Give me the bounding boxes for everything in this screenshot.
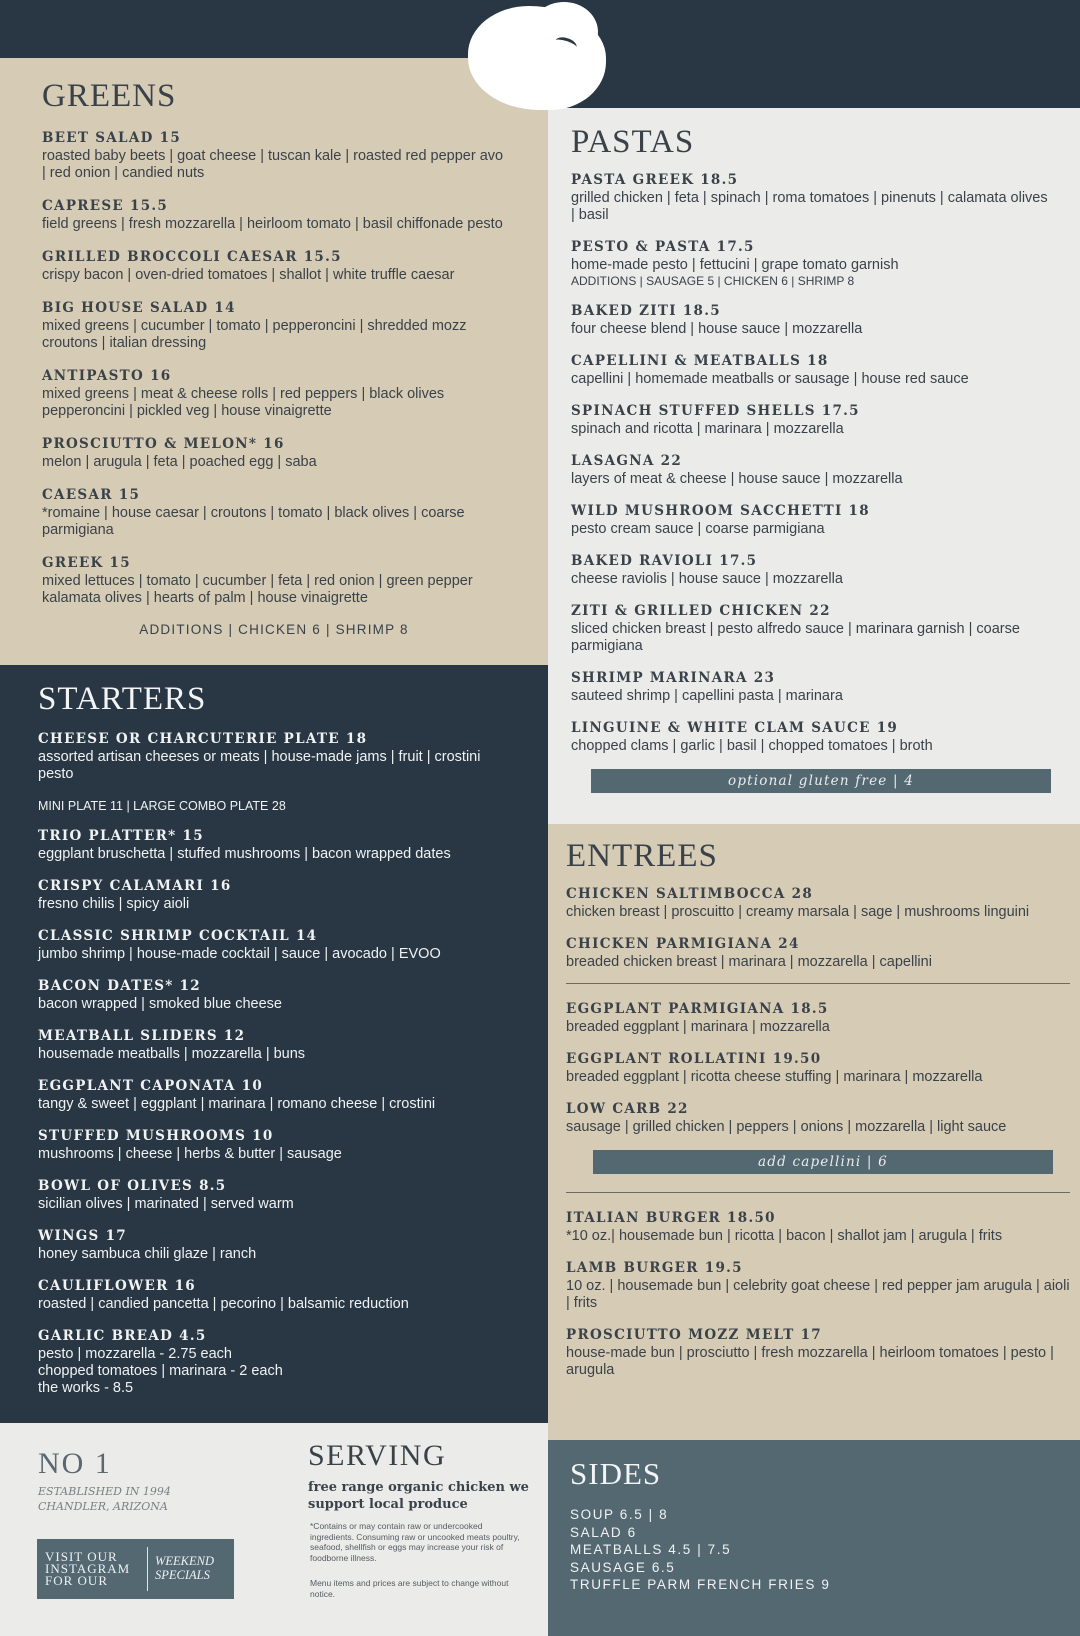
side-item: MEATBALLS 4.5 | 7.5: [570, 1542, 732, 1557]
disclaimer-text: *Contains or may contain raw or undercooked ingredients. Consuming raw or uncooked meats poultry, seafood, shellfish or eggs may increase your risk of foodborne illness.: [310, 1521, 520, 1563]
brand-name: NO 1: [38, 1447, 112, 1480]
menu-item: [38, 1227, 512, 1263]
menu-item-description: sliced chicken breast | pesto alfredo sauce | marinara garnish | coarse parmigiana: [571, 621, 1020, 654]
menu-item-extra: ADDITIONS | SAUSAGE 5 | CHICKEN 6 | SHRIMP 8: [571, 274, 855, 288]
menu-item: [38, 827, 512, 863]
instagram-divider: [147, 1547, 148, 1591]
menu-item-description: sicilian olives | marinated | served warm: [38, 1196, 294, 1212]
instagram-box[interactable]: [37, 1539, 234, 1599]
menu-item: [566, 935, 1070, 971]
menu-item-description: assorted artisan cheeses or meats | house-made jams | fruit | crostini pesto: [38, 749, 481, 782]
menu-item-description: layers of meat & cheese | house sauce | mozzarella: [571, 471, 903, 487]
menu-item-extra: MINI PLATE 11 | LARGE COMBO PLATE 28: [38, 799, 286, 813]
menu-item-description: 10 oz. | housemade bun | celebrity goat cheese | red pepper jam arugula | aioli | frits: [566, 1278, 1070, 1311]
menu-item-description: chopped tomatoes | marinara - 2 each: [38, 1363, 283, 1379]
menu-item-description: melon | arugula | feta | poached egg | saba: [42, 454, 317, 470]
menu-item-name: ANTIPASTO 16: [42, 368, 172, 384]
menu-item-name: CAULIFLOWER 16: [38, 1278, 196, 1294]
menu-item: [42, 248, 506, 284]
serving-subtitle: free range organic chicken we support local produce: [308, 1480, 529, 1512]
menu-item: [38, 730, 512, 813]
menu-item: [571, 302, 1050, 338]
side-item: SOUP 6.5 | 8: [570, 1507, 669, 1522]
menu-item: [38, 1327, 512, 1397]
side-item: SAUSAGE 6.5: [570, 1559, 676, 1575]
menu-item-description: house-made bun | prosciutto | fresh mozzarella | heirloom tomatoes | pesto | arugula: [566, 1345, 1054, 1378]
divider: [566, 983, 1070, 984]
menu-item-name: CRISPY CALAMARI 16: [38, 878, 232, 894]
menu-item-description: spinach and ricotta | marinara | mozzarella: [571, 421, 844, 437]
menu-item: [571, 171, 1050, 224]
menu-item-name: EGGPLANT CAPONATA 10: [38, 1078, 264, 1094]
menu-item-name: GARLIC BREAD 4.5: [38, 1328, 207, 1344]
menu-item-description: capellini | homemade meatballs or sausage | house red sauce: [571, 371, 969, 387]
sides-title: SIDES: [570, 1456, 662, 1491]
pastas-title: PASTAS: [571, 124, 695, 160]
menu-item: [38, 1077, 512, 1113]
menu-item: [566, 1050, 1070, 1086]
menu-item-description: mushrooms | cheese | herbs & butter | sausage: [38, 1146, 342, 1162]
menu-item-name: STUFFED MUSHROOMS 10: [38, 1128, 274, 1144]
menu-item: [38, 977, 512, 1013]
menu-item-description: pesto | mozzarella - 2.75 each: [38, 1346, 232, 1362]
menu-item-name: WINGS 17: [38, 1228, 127, 1244]
menu-item: [566, 1326, 1070, 1379]
menu-item: [566, 1100, 1070, 1136]
menu-item: [571, 238, 1050, 288]
menu-item-description: breaded eggplant | marinara | mozzarella: [566, 1019, 830, 1035]
menu-item-name: BEET SALAD 15: [42, 130, 182, 146]
menu-item-description: grilled chicken | feta | spinach | roma tomatoes | pinenuts | calamata olives | basil: [571, 190, 1048, 223]
menu-item-name: GREEK 15: [42, 555, 131, 571]
menu-item-name: LASAGNA 22: [571, 453, 683, 469]
menu-item-description: sauteed shrimp | capellini pasta | marinara: [571, 688, 843, 704]
menu-item-description: chicken breast | proscuitto | creamy marsala | sage | mushrooms linguini: [566, 904, 1030, 920]
greens-list: [42, 129, 506, 607]
menu-item: [42, 486, 506, 539]
menu-item: [38, 927, 512, 963]
menu-item: [571, 602, 1050, 655]
menu-item: [38, 1177, 512, 1213]
menu-item-description: home-made pesto | fettucini | grape tomato garnish: [571, 257, 899, 273]
menu-item-name: PROSCIUTTO & MELON* 16: [42, 436, 285, 452]
menu-item-name: EGGPLANT ROLLATINI 19.50: [566, 1051, 822, 1067]
starters-list: [38, 730, 512, 1397]
menu-item-description: housemade meatballs | mozzarella | buns: [38, 1046, 306, 1062]
menu-item-name: ZITI & GRILLED CHICKEN 22: [571, 603, 831, 619]
menu-item-description: field greens | fresh mozzarella | heirloom tomato | basil chiffonade pesto: [42, 216, 503, 232]
notice-text: Menu items and prices are subject to change without notice.: [310, 1578, 509, 1599]
starters-title: STARTERS: [38, 681, 207, 717]
menu-item: [566, 1000, 1070, 1036]
side-item: TRUFFLE PARM FRENCH FRIES 9: [570, 1577, 831, 1592]
menu-item-description: bacon wrapped | smoked blue cheese: [38, 996, 282, 1012]
menu-item-name: CAPELLINI & MEATBALLS 18: [571, 353, 829, 369]
menu-item: [42, 435, 506, 471]
menu-item-name: WILD MUSHROOM SACCHETTI 18: [571, 503, 870, 519]
menu-item-name: SHRIMP MARINARA 23: [571, 670, 776, 686]
menu-item-name: BACON DATES* 12: [38, 978, 202, 994]
menu-item: [38, 1027, 512, 1063]
pastas-list: [571, 171, 1050, 755]
menu-item-name: PESTO & PASTA 17.5: [571, 239, 755, 255]
menu-item-description: roasted | candied pancetta | pecorino | balsamic reduction: [38, 1296, 409, 1312]
menu-item-description: sausage | grilled chicken | peppers | onions | mozzarella | light sauce: [566, 1119, 1007, 1135]
menu-item-name: BIG HOUSE SALAD 14: [42, 300, 236, 316]
redaction-blob: [530, 2, 598, 62]
entrees-group-3: [566, 1209, 1070, 1379]
menu-item-description: the works - 8.5: [38, 1380, 134, 1396]
sides-list: [570, 1506, 1060, 1594]
menu-item-name: EGGPLANT PARMIGIANA 18.5: [566, 1001, 829, 1017]
entrees-group-1: [566, 885, 1070, 971]
menu-item-name: CHICKEN SALTIMBOCCA 28: [566, 886, 814, 902]
menu-item-name: BAKED RAVIOLI 17.5: [571, 553, 758, 569]
menu-item-description: breaded chicken breast | marinara | mozzarella | capellini: [566, 954, 932, 970]
menu-item-description: honey sambuca chili glaze | ranch: [38, 1246, 257, 1262]
established-text: ESTABLISHED IN 1994: [38, 1485, 171, 1498]
menu-item-description: mixed lettuces | tomato | cucumber | feta | red onion | green pepper kalamata olives | hearts of palm | house vinaigrette: [42, 573, 473, 606]
menu-item-description: *10 oz.| housemade bun | ricotta | bacon | shallot jam | arugula | frits: [566, 1228, 1003, 1244]
menu-item: [38, 877, 512, 913]
menu-item-name: CHICKEN PARMIGIANA 24: [566, 936, 800, 952]
menu-item-description: mixed greens | meat & cheese rolls | red peppers | black olives pepperoncini | pickled veg | house vinaigrette: [42, 386, 445, 419]
menu-item-description: mixed greens | cucumber | tomato | pepperoncini | shredded mozz croutons | italian dressing: [42, 318, 467, 351]
menu-item: [42, 129, 506, 182]
menu-item-name: CAESAR 15: [42, 487, 141, 503]
footer-section: [0, 1423, 548, 1636]
menu-item-description: tangy & sweet | eggplant | marinara | romano cheese | crostini: [38, 1096, 436, 1112]
greens-title: GREENS: [42, 78, 177, 114]
menu-item: [42, 299, 506, 352]
menu-item: [42, 367, 506, 420]
divider: [566, 1192, 1070, 1193]
menu-item: [571, 502, 1050, 538]
menu-item-description: cheese raviolis | house sauce | mozzarella: [571, 571, 843, 587]
sides-section: [548, 1440, 1080, 1636]
menu-item-name: PROSCIUTTO MOZZ MELT 17: [566, 1327, 822, 1343]
menu-item-name: LINGUINE & WHITE CLAM SAUCE 19: [571, 720, 899, 736]
menu-item-description: eggplant bruschetta | stuffed mushrooms | bacon wrapped dates: [38, 846, 451, 862]
menu-item: [571, 352, 1050, 388]
menu-item-description: breaded eggplant | ricotta cheese stuffing | marinara | mozzarella: [566, 1069, 983, 1085]
menu-item-description: jumbo shrimp | house-made cocktail | sauce | avocado | EVOO: [38, 946, 441, 962]
gluten-free-bar: optional gluten free | 4: [591, 769, 1051, 793]
entrees-group-2: [566, 1000, 1070, 1136]
weekend-text: WEEKEND SPECIALS: [155, 1554, 215, 1582]
menu-item: [566, 1209, 1070, 1245]
instagram-text: VISIT OUR INSTAGRAM FOR OUR: [45, 1549, 131, 1588]
menu-item-description: roasted baby beets | goat cheese | tuscan kale | roasted red pepper avo | red onion | candied nuts: [42, 148, 504, 181]
add-capellini-bar: add capellini | 6: [593, 1150, 1053, 1174]
menu-item-name: BAKED ZITI 18.5: [571, 303, 721, 319]
menu-item: [571, 552, 1050, 588]
menu-item: [38, 1277, 512, 1313]
menu-item-name: MEATBALL SLIDERS 12: [38, 1028, 246, 1044]
menu-item-description: crispy bacon | oven-dried tomatoes | shallot | white truffle caesar: [42, 267, 455, 283]
serving-title: SERVING: [308, 1439, 447, 1472]
menu-item-name: GRILLED BROCCOLI CAESAR 15.5: [42, 249, 342, 265]
menu-item: [571, 669, 1050, 705]
menu-item: [571, 452, 1050, 488]
menu-item: [42, 197, 506, 233]
starters-section: [0, 665, 548, 1423]
menu-item-description: four cheese blend | house sauce | mozzarella: [571, 321, 863, 337]
location-text: CHANDLER, ARIZONA: [38, 1500, 168, 1513]
menu-item: [571, 719, 1050, 755]
menu-item-name: BOWL OF OLIVES 8.5: [38, 1178, 227, 1194]
menu-item-name: SPINACH STUFFED SHELLS 17.5: [571, 403, 860, 419]
menu-item-name: LAMB BURGER 19.5: [566, 1260, 743, 1276]
menu-item-name: CAPRESE 15.5: [42, 198, 169, 214]
entrees-section: [548, 824, 1080, 1440]
menu-item: [42, 554, 506, 607]
pastas-section: [548, 108, 1080, 824]
menu-item-name: PASTA GREEK 18.5: [571, 172, 739, 188]
menu-item-description: pesto cream sauce | coarse parmigiana: [571, 521, 825, 537]
menu-item: [566, 1259, 1070, 1312]
menu-item-name: ITALIAN BURGER 18.50: [566, 1210, 776, 1226]
entrees-title: ENTREES: [566, 838, 718, 874]
menu-item-description: chopped clams | garlic | basil | chopped tomatoes | broth: [571, 738, 933, 754]
menu-item: [566, 885, 1070, 921]
menu-item-name: CHEESE OR CHARCUTERIE PLATE 18: [38, 731, 368, 747]
greens-additions: ADDITIONS | CHICKEN 6 | SHRIMP 8: [139, 622, 409, 637]
menu-item: [38, 1127, 512, 1163]
menu-item-description: *romaine | house caesar | croutons | tomato | black olives | coarse parmigiana: [42, 505, 465, 538]
menu-item-name: LOW CARB 22: [566, 1101, 689, 1117]
greens-section: [0, 58, 548, 665]
menu-item-description: fresno chilis | spicy aioli: [38, 896, 190, 912]
menu-item-name: TRIO PLATTER* 15: [38, 828, 204, 844]
side-item: SALAD 6: [570, 1524, 637, 1540]
menu-item-name: CLASSIC SHRIMP COCKTAIL 14: [38, 928, 318, 944]
menu-item: [571, 402, 1050, 438]
